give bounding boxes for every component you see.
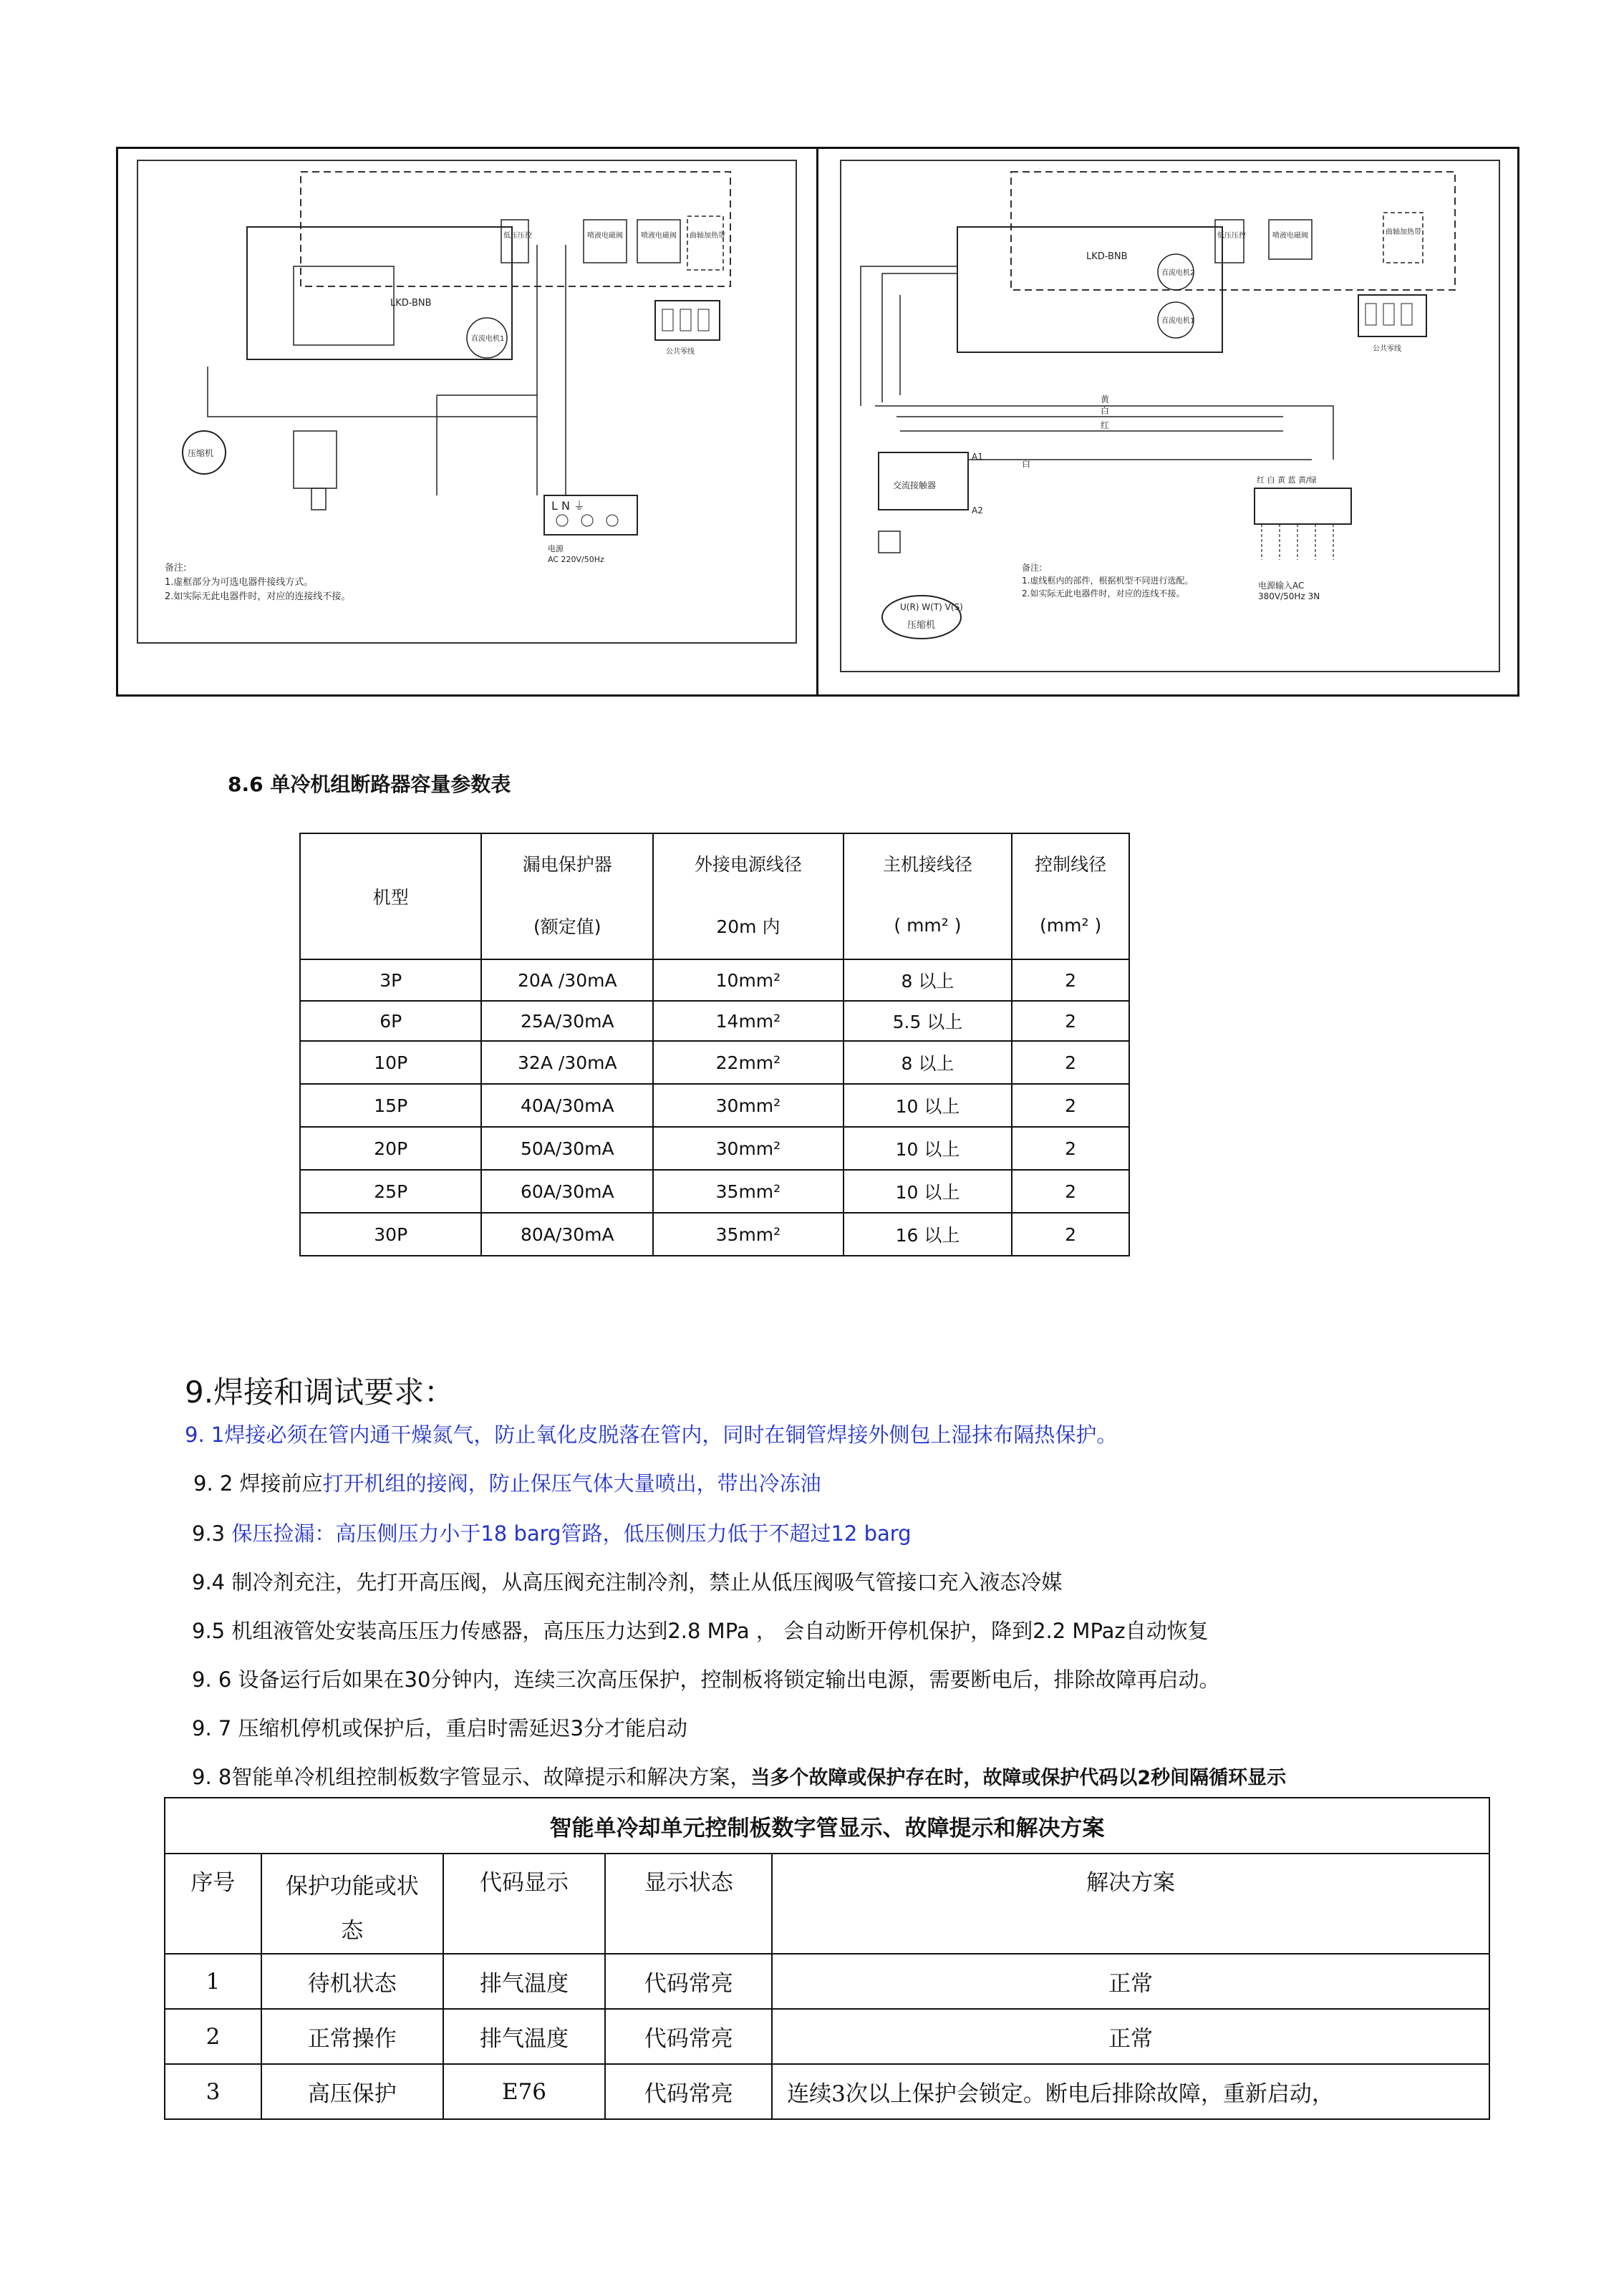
phases-label: U(R) W(T) V(S) xyxy=(900,602,963,612)
header-ext-wire: 外接电源线径 xyxy=(653,833,844,892)
svg-text:黄: 黄 xyxy=(1101,394,1110,405)
svg-text:1.虚线框内的部件，根据机型不同进行选配。: 1.虚线框内的部件，根据机型不同进行选配。 xyxy=(1022,576,1194,586)
compressor-label: 压缩机 xyxy=(188,448,214,458)
item-9-3: 9.3 保压捡漏：高压侧压力小于18 barg管路，低压侧压力低于不超过12 barg xyxy=(192,1521,912,1546)
terminal-colors: 红 白 黄 蓝 黄/绿 xyxy=(1257,475,1317,485)
svg-text:直流电机1: 直流电机1 xyxy=(1161,317,1195,325)
item-9-7: 9. 7 压缩机停机或保护后，重启时需延迟3分才能启动 xyxy=(192,1716,688,1740)
item-9-6: 9. 6 设备运行后如果在30分钟内，连续三次高压保护，控制板将锁定输出电源，需要断电后，排除故障再启动。 xyxy=(192,1667,1220,1692)
svg-text:380V/50Hz 3N: 380V/50Hz 3N xyxy=(1258,591,1320,601)
table-row: 15P 40A/30mA 30mm² 10 以上 2 xyxy=(300,1084,1129,1127)
svg-text:公共零线: 公共零线 xyxy=(666,348,695,356)
svg-text:AC 220V/50Hz: AC 220V/50Hz xyxy=(548,555,604,564)
svg-text:电源: 电源 xyxy=(548,544,564,553)
board-label-right: LKD-BNB xyxy=(1086,251,1128,262)
header-main-wire-sub: ( mm² ) xyxy=(844,892,1012,959)
section-9-title: 9.焊接和调试要求： xyxy=(185,1375,455,1410)
svg-text:红: 红 xyxy=(1101,420,1110,430)
svg-text:备注:: 备注: xyxy=(165,563,187,573)
header-leakage-sub: (额定值) xyxy=(481,892,653,959)
item-9-5: 9.5 机组液管处安装高压压力传感器，高压压力达到2.8 MPa ， 会自动断开停机保护，降到2.2 MPaz自动恢复 xyxy=(192,1619,1209,1643)
diagram-divider xyxy=(816,147,818,697)
svg-text:A1: A1 xyxy=(972,452,983,462)
table-row: 2 正常操作 排气温度 代码常亮 正常 xyxy=(165,2009,1489,2064)
fault-code-table xyxy=(164,1797,1490,2120)
wiring-diagram-right xyxy=(839,159,1502,674)
table-row: 3P 20A /30mA 10mm² 8 以上 2 xyxy=(300,959,1129,1001)
table-row: 3 高压保护 E76 代码常亮 连续3次以上保护会锁定。断电后排除故障，重新启动， xyxy=(165,2064,1489,2119)
svg-text:白: 白 xyxy=(1101,406,1110,416)
header-main-wire: 主机接线径 xyxy=(844,833,1012,892)
table-row: 1 待机状态 排气温度 代码常亮 正常 xyxy=(165,1954,1489,2009)
table-row: 10P 32A /30mA 22mm² 8 以上 2 xyxy=(300,1041,1129,1084)
item-9-8: 9. 8智能单冷机组控制板数字管显示、故障提示和解决方案，当多个故障或保护存在时，故障或保护代码以2秒间隔循环显示 xyxy=(192,1765,1287,1789)
svg-text:低压压控: 低压压控 xyxy=(503,232,532,240)
svg-text:2.如实际无此电器件时，对应的连接线不接。: 2.如实际无此电器件时，对应的连接线不接。 xyxy=(165,591,351,602)
svg-text:1.虚框部分为可选电器件接线方式。: 1.虚框部分为可选电器件接线方式。 xyxy=(165,577,314,588)
table-row: 20P 50A/30mA 30mm² 10 以上 2 xyxy=(300,1127,1129,1170)
table-row: 25P 60A/30mA 35mm² 10 以上 2 xyxy=(300,1170,1129,1213)
header-ctrl-wire-sub: (mm² ) xyxy=(1012,892,1129,959)
svg-text:压缩机: 压缩机 xyxy=(907,620,936,631)
item-9-1: 9. 1焊接必须在管内通干燥氮气，防止氧化皮脱落在管内，同时在铜管焊接外侧包上湿抹布隔热保护。 xyxy=(185,1423,1118,1447)
fan-label: 直流电机1 xyxy=(471,335,505,343)
svg-text:A2: A2 xyxy=(972,505,983,515)
svg-text:电源输入AC: 电源输入AC xyxy=(1258,581,1305,591)
svg-text:曲轴加热带: 曲轴加热带 xyxy=(1386,228,1421,236)
header-leakage: 漏电保护器 xyxy=(481,833,653,892)
wiring-diagram-left xyxy=(136,159,798,646)
terminal-labels: L N ⏚ xyxy=(551,499,586,513)
breaker-capacity-table xyxy=(299,833,1130,1256)
header-model: 机型 xyxy=(300,833,481,959)
table-row: 6P 25A/30mA 14mm² 5.5 以上 2 xyxy=(300,1001,1129,1041)
svg-text:低压压控: 低压压控 xyxy=(1217,232,1246,240)
svg-text:喷液电磁阀: 喷液电磁阀 xyxy=(587,232,623,240)
svg-text:喷液电磁阀: 喷液电磁阀 xyxy=(1272,232,1308,240)
board-label: LKD-BNB xyxy=(390,298,432,309)
section-8-6-title: 8.6 单冷机组断路器容量参数表 xyxy=(228,772,511,796)
table-row: 30P 80A/30mA 35mm² 16 以上 2 xyxy=(300,1213,1129,1256)
svg-text:备注:: 备注: xyxy=(1022,563,1043,573)
svg-text:直流电机2: 直流电机2 xyxy=(1161,269,1195,277)
header-ctrl-wire: 控制线径 xyxy=(1012,833,1129,892)
header-ext-wire-sub: 20m 内 xyxy=(653,892,844,959)
item-9-4: 9.4 制冷剂充注，先打开高压阀，从高压阀充注制冷剂，禁止从低压阀吸气管接口充入液态冷媒 xyxy=(192,1570,1063,1594)
svg-text:曲轴加热带: 曲轴加热带 xyxy=(690,232,725,240)
svg-text:2.如实际无此电器件时，对应的连线不接。: 2.如实际无此电器件时，对应的连线不接。 xyxy=(1022,588,1185,599)
svg-text:白: 白 xyxy=(1022,459,1031,469)
contactor-label: 交流接触器 xyxy=(893,480,937,490)
fault-table-header: 序号 保护功能或状 态 代码显示 显示状态 解决方案 xyxy=(165,1854,1489,1954)
item-9-2: 9. 2 焊接前应打开机组的接阀，防止保压气体大量喷出，带出冷冻油 xyxy=(193,1471,821,1496)
svg-text:公共零线: 公共零线 xyxy=(1373,345,1401,353)
svg-text:喷液电磁阀: 喷液电磁阀 xyxy=(641,232,677,240)
fault-table-title: 智能单冷却单元控制板数字管显示、故障提示和解决方案 xyxy=(165,1798,1489,1854)
